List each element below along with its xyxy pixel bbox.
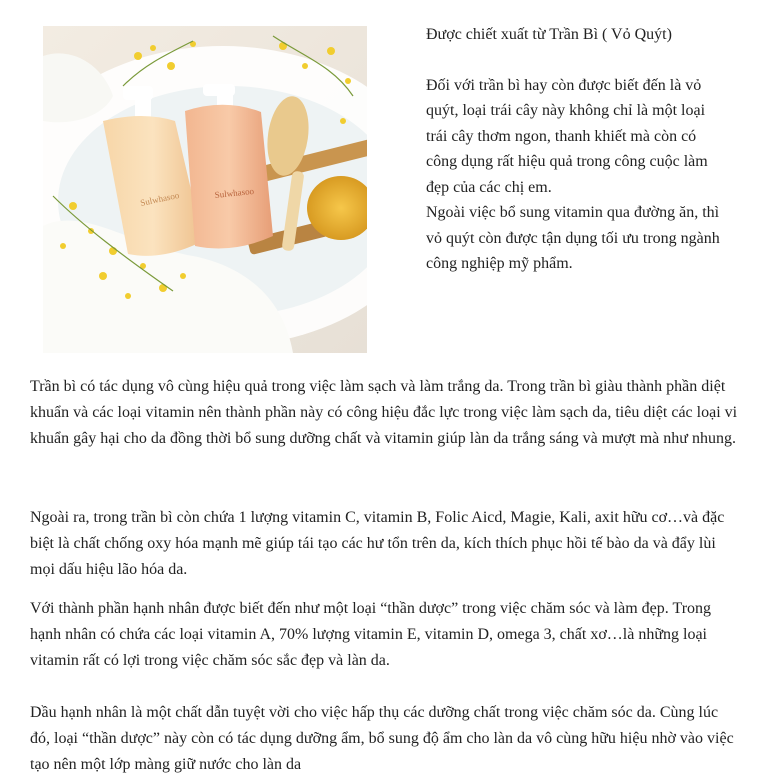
paragraph-4-text: Dầu hạnh nhân là một chất dẫn tuyệt vời cho việc hấp thụ các dưỡng chất trong việc chăm sóc da. Cùng lúc đó, loại “thần dược” này còn có tác dụng dưỡng ẩm, bổ sung độ ẩm cho làn da vô cùng hữu hiệu nhờ vào việc tạo nên một lớp màng giữ nước cho làn da (30, 704, 734, 773)
intro-heading: Được chiết xuất từ Trần Bì ( Vỏ Quýt) (426, 26, 672, 43)
bottle-label-right: Sulwhasoo (214, 185, 255, 200)
paragraph-2 (30, 505, 740, 583)
paragraph-3-text: Với thành phần hạnh nhân được biết đến như một loại “thần dược” trong việc chăm sóc và làm đẹp. Trong hạnh nhân có chứa các loại vitamin A, 70% lượng vitamin E, vitamin D, omega 3, chất xơ…là những loại vitamin rất có lợi trong việc chăm sóc sắc đẹp và làn da. (30, 600, 712, 669)
paragraph-3 (30, 596, 740, 674)
intro-paragraph-1: Đối với trần bì hay còn được biết đến là vỏ quýt, loại trái cây này không chỉ là một loại trái cây thơm ngon, thanh khiết mà còn có công dụng rất hiệu quả trong công cuộc làm đẹp của các chị em. (426, 76, 708, 196)
intro-paragraph-2: Ngoài việc bổ sung vitamin qua đường ăn, thì vỏ quýt còn được tận dụng tối ưu trong ngành công nghiệp mỹ phẩm. (426, 204, 720, 272)
paragraph-1-text: Trần bì có tác dụng vô cùng hiệu quả trong việc làm sạch và làm trắng da. Trong trần bì giàu thành phần diệt khuẩn và các loại vitamin nên thành phần này có công hiệu đắc lực trong việc làm sạch da, tiêu diệt các loại vi khuẩn gây hại cho da đồng thời bổ sung dưỡng chất và vitamin giúp làn da trắng sáng và mượt mà như nhung. (30, 378, 738, 447)
paragraph-1 (30, 374, 740, 452)
intro-text (426, 22, 726, 277)
product-photo (43, 26, 367, 353)
bottle-label-left: Sulwhasoo (139, 189, 181, 208)
paragraph-4 (30, 700, 740, 778)
paragraph-2-text: Ngoài ra, trong trần bì còn chứa 1 lượng vitamin C, vitamin B, Folic Aicd, Magie, Kali, axit hữu cơ…và đặc biệt là chất chống oxy hóa mạnh mẽ giúp tái tạo các hư tổn trên da, kích thích phục hồi tế bào da và đẩy lùi mọi dấu hiệu lão hóa da. (30, 509, 725, 578)
